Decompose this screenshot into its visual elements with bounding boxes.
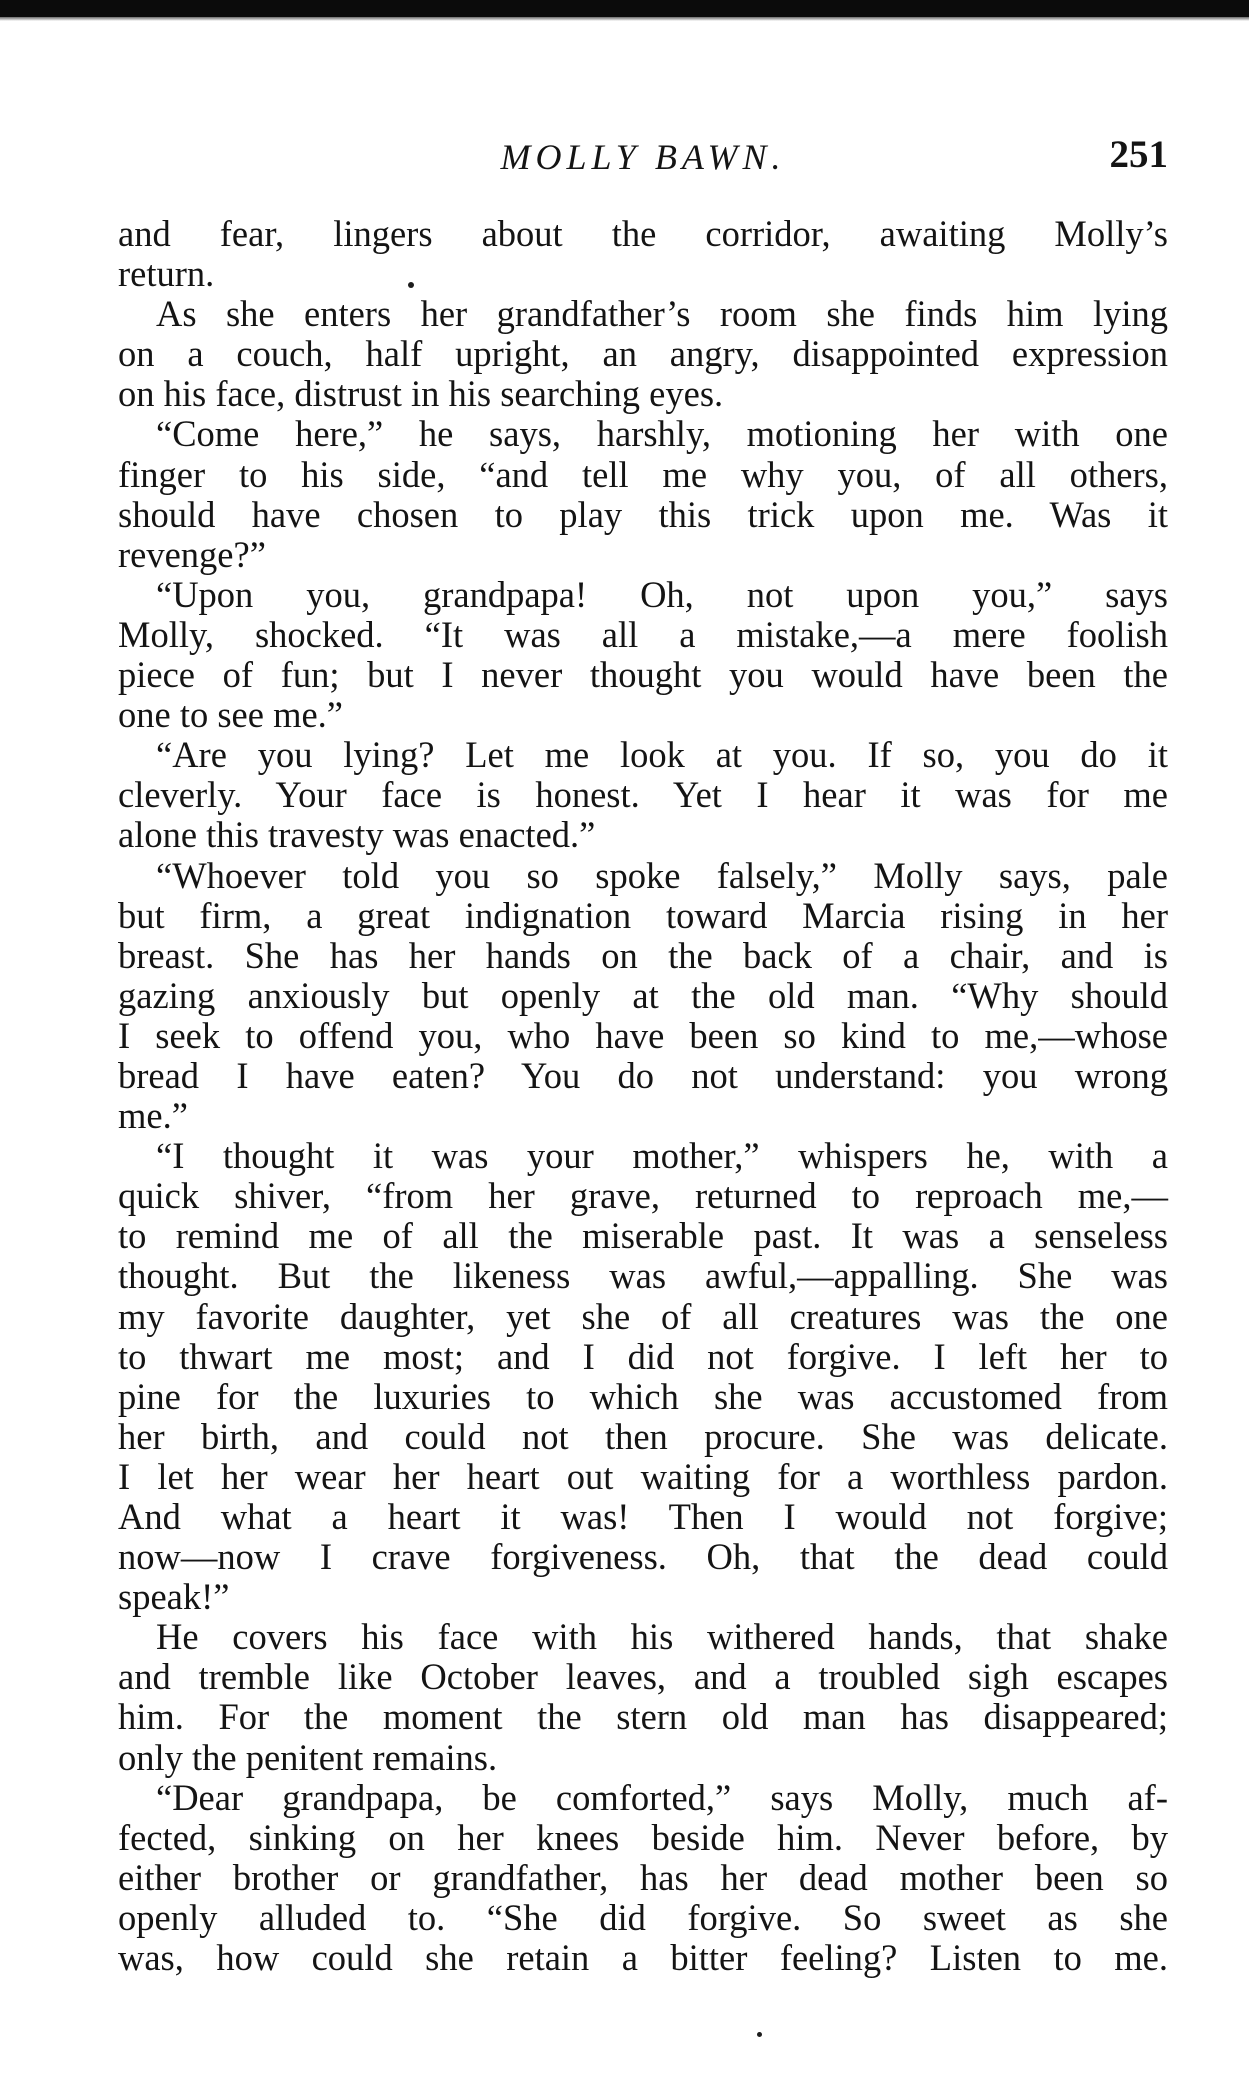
text-line: openly alluded to. “She did forgive. So sweet as she [118,1896,1168,1938]
text-line: pine for the luxuries to which she was accustomed from [118,1375,1168,1417]
text-line: should have chosen to play this trick upon me. Was it [118,493,1168,535]
text-line: cleverly. Your face is honest. Yet I hear it was for me [118,774,1168,816]
text-line: on a couch, half upright, an angry, disappointed expression [118,333,1168,375]
text-line: only the penitent remains. [118,1736,498,1778]
text-line: “Whoever told you so spoke falsely,” Molly says, pale [156,854,1168,896]
text-line: breast. She has her hands on the back of a chair, and is [118,934,1168,976]
text-line: to thwart me most; and I did not forgive. I left her to [118,1335,1168,1377]
top-edge-fade [0,17,1249,21]
text-line: As she enters her grandfather’s room she finds him lying [156,293,1168,335]
text-line: alone this travesty was enacted.” [118,814,596,856]
text-line: to remind me of all the miserable past. It was a senseless [118,1215,1168,1257]
page-number: 251 [1109,133,1168,176]
text-line: him. For the moment the stern old man has disappeared; [118,1696,1168,1738]
page-header [118,133,1168,186]
text-line: was, how could she retain a bitter feeling? Listen to me. [118,1937,1168,1979]
text-line: “Are you lying? Let me look at you. If so, you do it [156,734,1168,776]
text-line: my favorite daughter, yet she of all creatures was the one [118,1295,1168,1337]
text-line: one to see me.” [118,694,343,736]
text-line: thought. But the likeness was awful,—appalling. She was [118,1255,1168,1297]
text-line: He covers his face with his withered hands, that shake [156,1616,1168,1658]
text-line: Molly, shocked. “It was all a mistake,—a mere foolish [118,613,1168,655]
top-edge-shadow [0,0,1249,17]
text-line: piece of fun; but I never thought you would have been the [118,654,1168,696]
text-line: revenge?” [118,533,266,575]
text-line: on his face, distrust in his searching eyes. [118,373,724,415]
text-line: either brother or grandfather, has her dead mother been so [118,1856,1168,1898]
text-line: me.” [118,1095,188,1137]
text-line: I let her wear her heart out waiting for a worthless pardon. [118,1455,1168,1497]
text-line: speak!” [118,1576,230,1618]
text-line: her birth, and could not then procure. She was delicate. [118,1415,1168,1457]
text-line: I seek to offend you, who have been so kind to me,—whose [118,1014,1168,1056]
text-line: fected, sinking on her knees beside him. Never before, by [118,1816,1168,1858]
text-line: and fear, lingers about the corridor, awaiting Molly’s [118,213,1168,254]
text-line: bread I have eaten? You do not understand: you wrong [118,1054,1168,1096]
text-line: quick shiver, “from her grave, returned to reproach me,— [118,1175,1168,1217]
text-line: but firm, a great indignation toward Marcia rising in her [118,894,1168,936]
text-line: “Dear grandpapa, be comforted,” says Molly, much af- [156,1776,1168,1818]
text-line: finger to his side, “and tell me why you, of all others, [118,453,1168,495]
text-line: gazing anxiously but openly at the old man. “Why should [118,974,1168,1016]
running-title: MOLLY BAWN. [500,137,786,177]
text-line: And what a heart it was! Then I would not forgive; [118,1496,1168,1537]
body-text [118,214,1168,1978]
text-line: now—now I crave forgiveness. Oh, that the dead could [118,1536,1168,1578]
text-line: return. [118,253,215,295]
text-line: “Upon you, grandpapa! Oh, not upon you,” says [156,573,1168,615]
text-line: “I thought it was your mother,” whispers he, with a [156,1135,1168,1177]
print-speck [757,2032,762,2037]
text-line: and tremble like October leaves, and a troubled sigh escapes [118,1656,1168,1698]
print-speck [408,282,414,288]
text-line: “Come here,” he says, harshly, motioning her with one [156,413,1168,455]
